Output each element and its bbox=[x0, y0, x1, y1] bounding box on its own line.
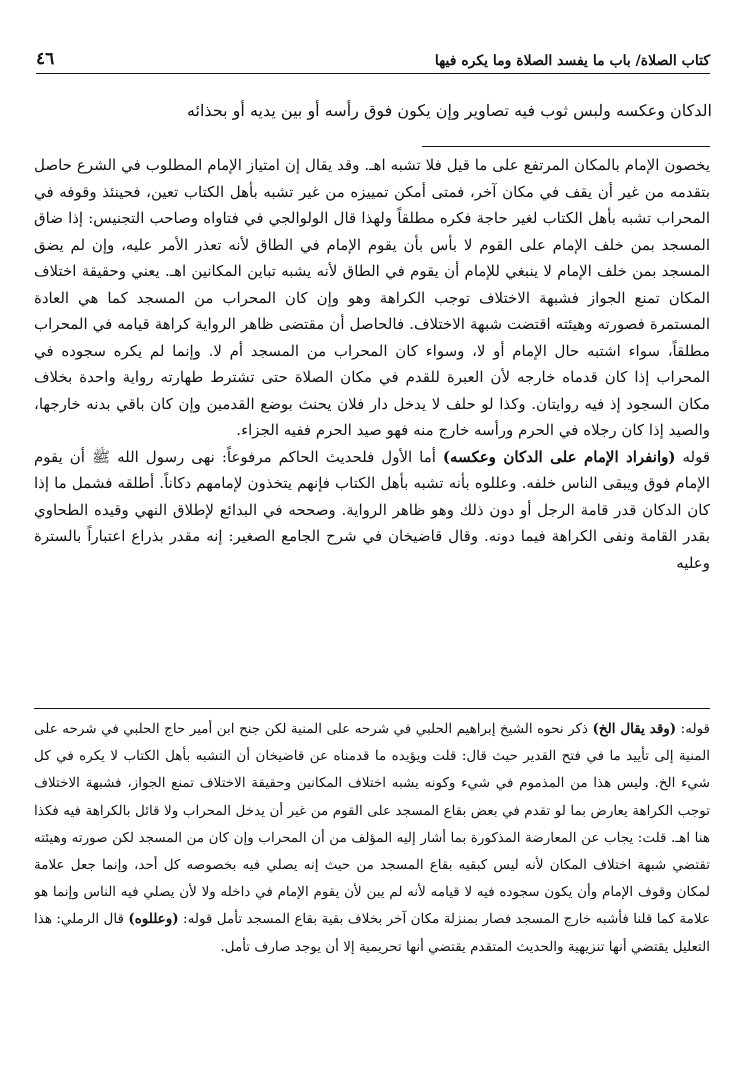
commentary-continuation: أما الأول فلحديث الحاكم مرفوعاً: نهى رسول الله ﷺ أن يقوم الإمام فوق ويبقى الناس خلفه. وعللوه بأنه تشبه بأهل الكتاب فإنهم يتخذون لإمامهم دكاناً. أطلقه فشمل ما إذا كان الدكان قدر قامة الرجل أو دون ذلك وهو ظاهر الرواية. وصححه في البدائع لإطلاق النهي وقيده الطحاوي بقدر القامة ونفى الكراهة فيما دونه. وقال قاضيخان في شرح الجامع الصغير: إنه مقدر بذراع اعتباراً بالسترة وعليه bbox=[34, 447, 710, 572]
marginalia-paragraph bbox=[34, 716, 710, 961]
page-header bbox=[36, 44, 710, 74]
matn-text: الدكان وعكسه ولبس ثوب فيه تصاوير وإن يكون فوق رأسه أو بين يديه أو بحذائه bbox=[186, 101, 712, 120]
quoted-phrase: (وقد يقال الخ) bbox=[592, 721, 677, 737]
commentary-block bbox=[34, 152, 710, 692]
marginalia-block bbox=[34, 716, 710, 1066]
marginalia-text: ذكر نحوه الشيخ إبراهيم الحلبي في شرحه على المنية لكن جنح ابن أمير حاج الحلبي في شرحه على المنية إلى تأييد ما في فتح القدير حيث قال: قلت ويؤيده ما قدمناه عن قاضيخان أن التشبه بأهل الكتاب لا يكره في كل شيء الخ. وليس هذا من المذموم في شيء وكونه يشبه اختلاف المكانين وحقيقة الاختلاف تمنع الجواز، فشبهة الاختلاف توجب الكراهة يعارض بما لو تقدم في بعض بقاع المسجد على القوم من غير أن يدخل المحراب ولا قائل بالكراهة فيه فكذا هنا اهـ. قلت: يجاب عن المعارضة المذكورة بما أشار إليه المؤلف من أن المحراب وإن كان من المسجد لكن صورته وهيئته تقتضي شبهة اختلاف المكان لأنه ليس كبقيه بقاع المسجد من حيث إنه يصلي فيه بخصوصه كل أحد، وإنما جعل علامة لمكان وقوف الإمام وأن يكون سجوده فيه لا قيامه لأنه لم يبن لأن يقوم الإمام في داخله ولا لأن يصلي فيه الناس وإنما هو علامة كما قلنا فأشبه خارج المسجد فصار بمنزلة مكان آخر بخلاف بقية بقاع المسجد تأمل قوله: bbox=[34, 721, 710, 928]
commentary-paragraph bbox=[34, 444, 710, 577]
footnote-divider bbox=[34, 708, 710, 709]
commentary-paragraph: يخصون الإمام بالمكان المرتفع على ما قيل فلا تشبه اهـ. وقد يقال إن امتياز الإمام المطلوب في الشرع حاصل بتقدمه من غير أن يقف في مكان آخر، فمتى أمكن تمييزه من غير تشبه بأهل الكتاب تعين، فحينئذ وقوفه في المحراب تشبه بأهل الكتاب لغير حاجة فكره مطلقاً ولهذا قال الولوالجي في فتاواه وصاحب التجنيس: إذا ضاق المسجد بمن خلف الإمام على القوم لا بأس بأن يقوم الإمام في الطاق لأنه تعذر الأمر عليه، وإن لم يضق المسجد بمن خلف الإمام لا ينبغي للإمام أن يقوم في الطاق لأنه يشبه تباين المكانين اهـ. يعني وحقيقة اختلاف المكان تمنع الجواز فشبهة الاختلاف توجب الكراهة وهو وإن كان المحراب من المسجد كما هي العادة المستمرة فصورته وهيئته اقتضت شبهة الاختلاف. فالحاصل أن مقتضى ظاهر الرواية كراهة قيامه في المحراب مطلقاً، سواء اشتبه حال الإمام أو لا، وسواء كان المحراب من المسجد أم لا. وإنما لم يكره سجوده في المحراب إذا كان قدماه خارجه لأن العبرة للقدم في مكان الصلاة حتى تشترط طهارته رواية واحدة بخلاف مكان السجود إذ فيه روايتان. وكذا لو حلف لا يدخل دار فلان يحنث بوضع القدمين وإن كان باقي بدنه خارجها، والصيد إذا كان رجلاه في الحرم ورأسه خارج منه فهو صيد الحرم ففيه الجزاء. bbox=[34, 156, 710, 439]
quoted-phrase: (وعللوه) bbox=[128, 911, 179, 928]
page-number: ٤٦ bbox=[36, 49, 55, 69]
marginalia-text: قال الرملي: هذا التعليل يقتضي أنها تنزيهية والحديث المتقدم يقتضي أنها تحريمية إلا أن يوجد صارف تأمل. bbox=[34, 911, 710, 955]
qawluh-word: قوله bbox=[682, 447, 710, 466]
running-title: كتاب الصلاة/ باب ما يفسد الصلاة وما يكره فيها bbox=[434, 53, 710, 69]
quoted-matn: (وانفراد الإمام على الدكان وعكسه) bbox=[442, 447, 676, 466]
short-divider bbox=[422, 146, 710, 147]
qawluh-word: قوله: bbox=[680, 721, 710, 737]
